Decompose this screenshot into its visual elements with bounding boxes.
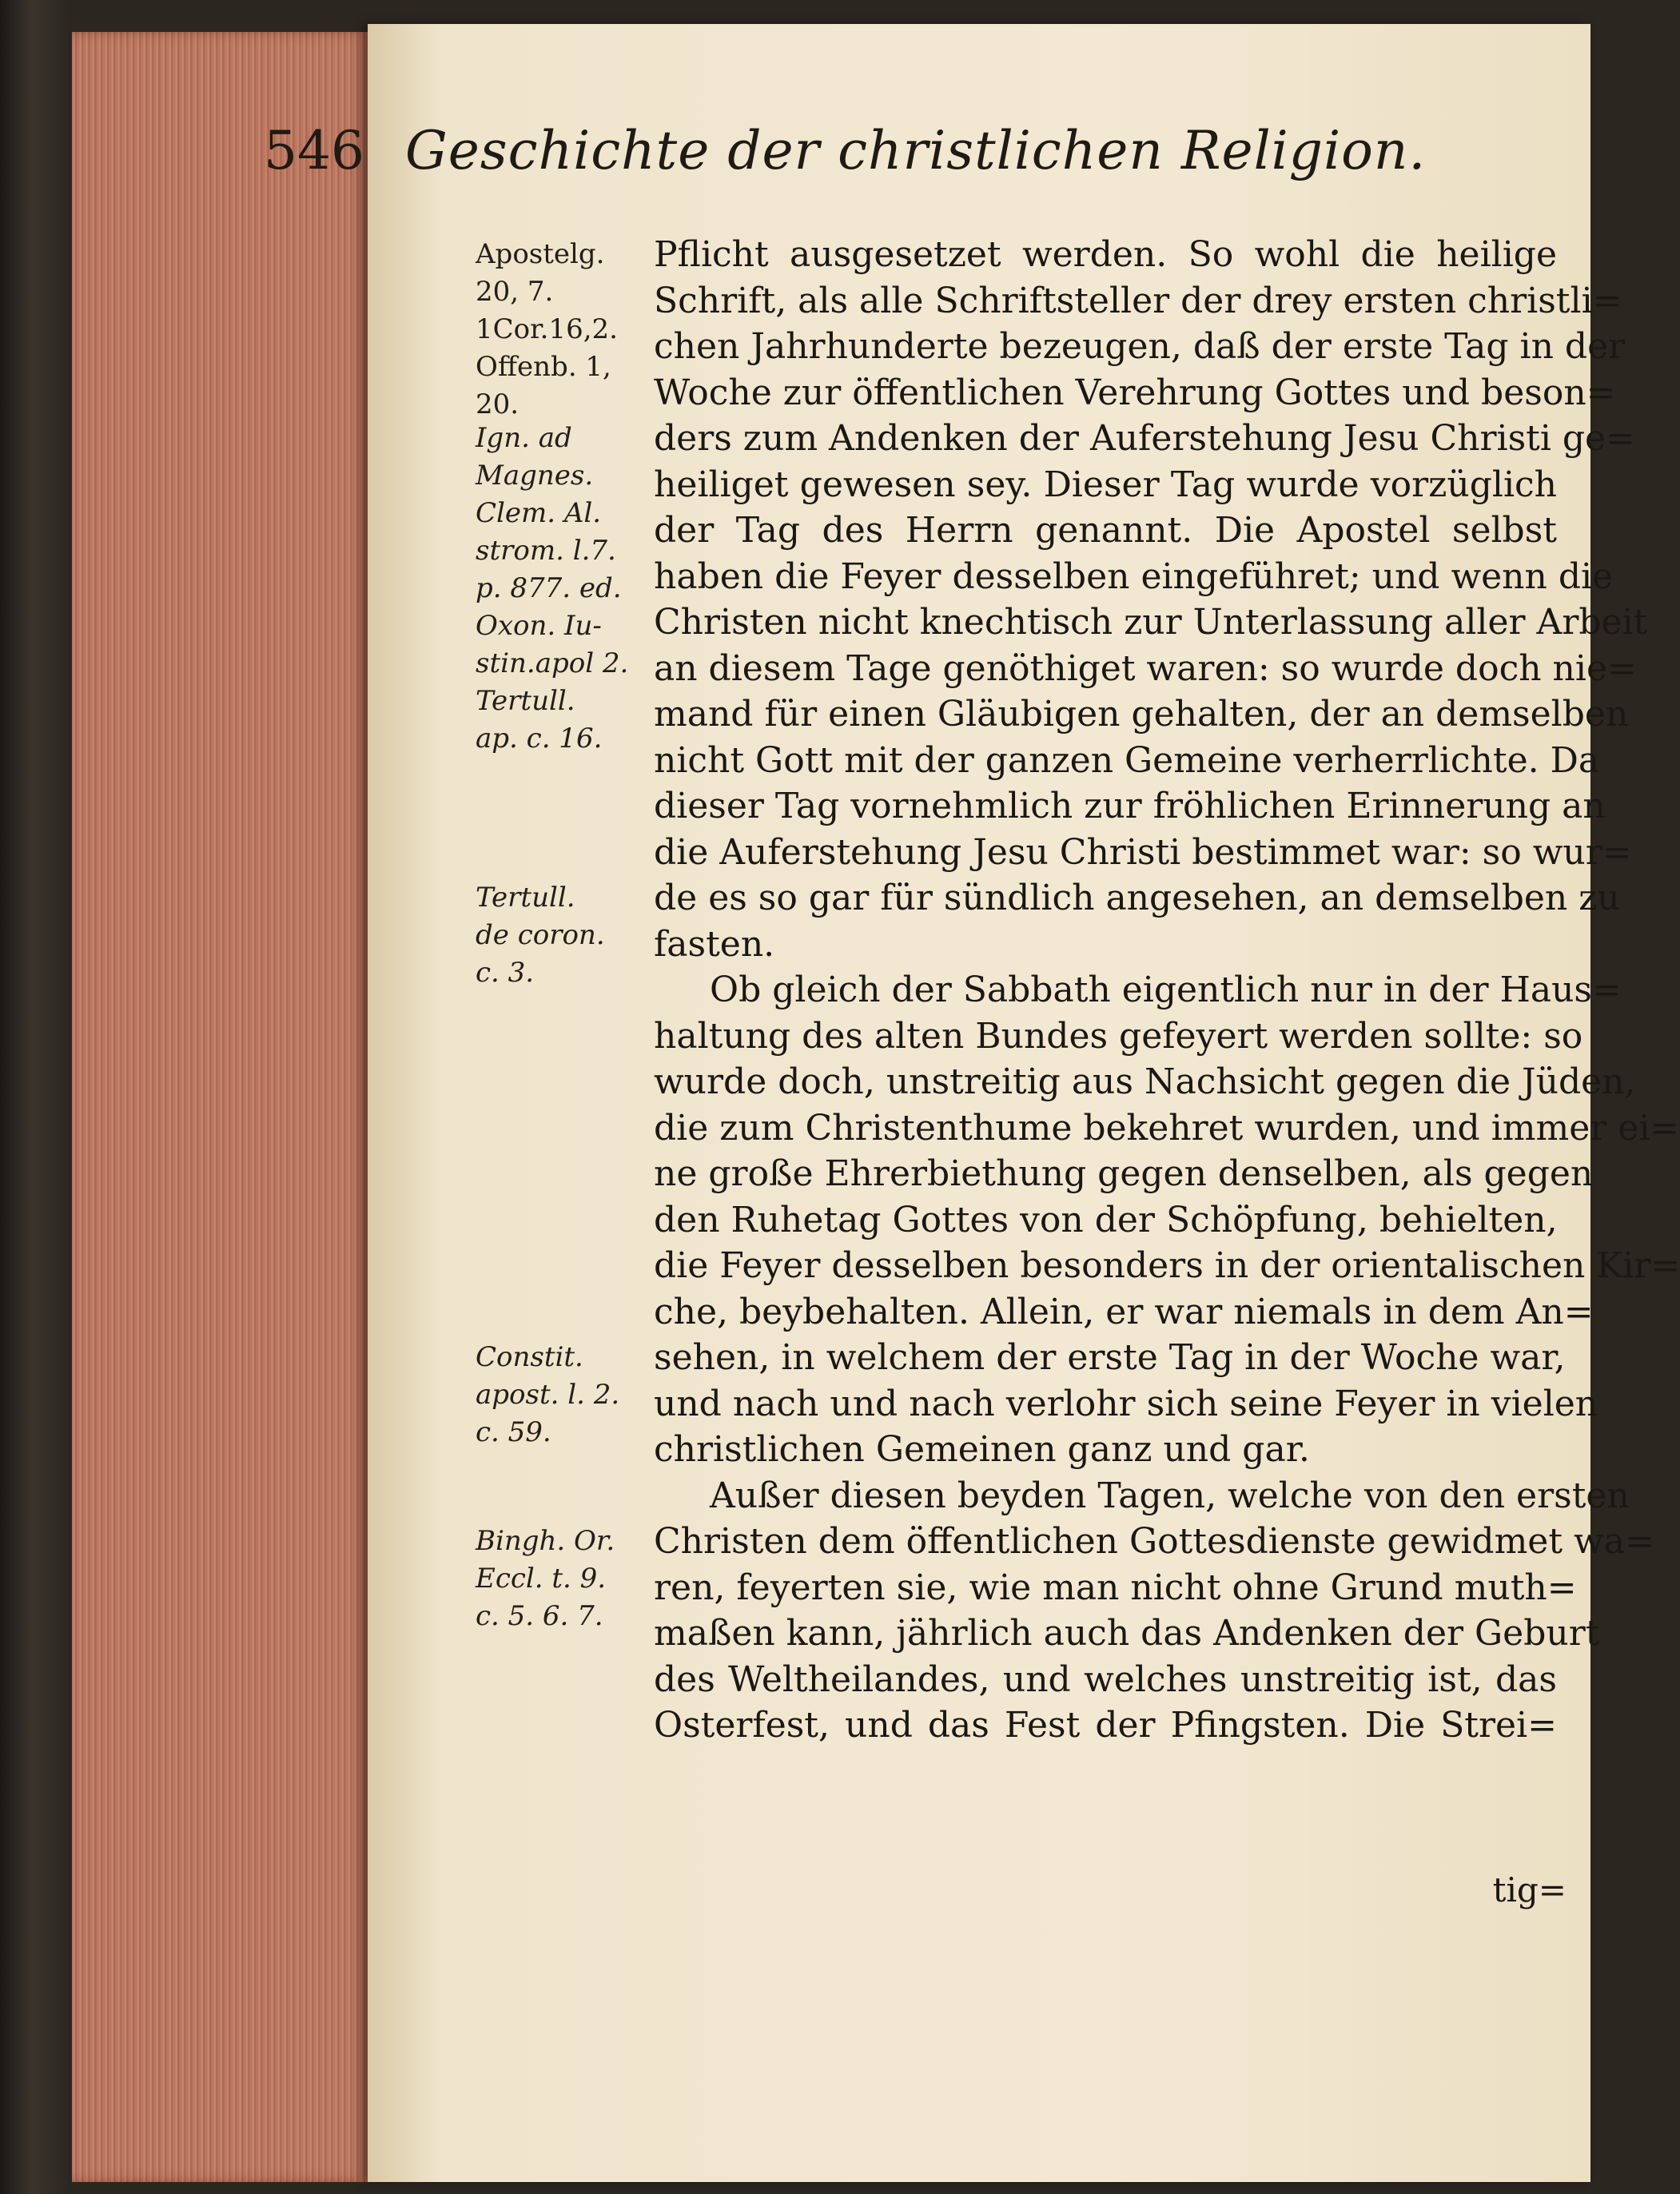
text-line: wurde doch, unstreitig aus Nachsicht gegen die Jüden, [654, 1061, 1636, 1102]
margin-note-line: c. 3. [476, 957, 535, 989]
text-line: dieser Tag vornehmlich zur fröhlichen Erinnerung an [654, 786, 1606, 826]
margin-note-line: strom. l.7. [476, 535, 616, 567]
margin-note-line: Magnes. [476, 460, 594, 492]
text-line: chen Jahrhunderte bezeugen, daß der erste Tag in der [654, 326, 1626, 367]
margin-note-line: Clem. Al. [476, 497, 602, 529]
book-spine [0, 0, 72, 2194]
margin-note-line: stin.apol 2. [476, 647, 629, 679]
text-line: ders zum Andenken der Auferstehung Jesu Christi ge= [654, 418, 1635, 459]
page-edges [72, 32, 368, 2182]
text-line: haltung des alten Bundes gefeyert werden sollte: so [654, 1015, 1583, 1057]
margin-note-line: Apostelg. [476, 238, 605, 270]
text-line: an diesem Tage genöthiget waren: so wurde doch nie= [654, 647, 1637, 689]
text-line: die Feyer desselben besonders in der orientalischen Kir= [654, 1245, 1680, 1286]
margin-note-line: apost. l. 2. [476, 1379, 620, 1411]
text-line: maßen kann, jährlich auch das Andenken der Geburt [654, 1613, 1600, 1654]
margin-note [476, 236, 647, 424]
margin-note-line: Tertull. [476, 882, 575, 914]
text-line: die zum Christenthume bekehret wurden, und immer ei= [654, 1107, 1680, 1149]
margin-note-line: Ign. ad [476, 422, 572, 454]
text-line: heiliget gewesen sey. Dieser Tag wurde vorzüglich [654, 464, 1557, 505]
margin-note [476, 1339, 647, 1451]
text-line: Schrift, als alle Schriftsteller der drey ersten christli= [654, 280, 1622, 321]
margin-note-line: 20. [476, 388, 520, 420]
margin-note-line: Eccl. t. 9. [476, 1563, 607, 1595]
text-line: der Tag des Herrn genannt. Die Apostel selbst [654, 510, 1557, 551]
text-line: che, beybehalten. Allein, er war niemals in dem An= [654, 1291, 1594, 1332]
margin-note-line: de coron. [476, 919, 605, 951]
text-line: Christen dem öffentlichen Gottesdienste gewidmet wa= [654, 1521, 1654, 1562]
running-head [264, 120, 1427, 181]
margin-note [476, 879, 647, 992]
text-line: Christen nicht knechtisch zur Unterlassung aller Arbeit [654, 602, 1648, 643]
text-line: und nach und nach verlohr sich seine Feyer in vielen [654, 1383, 1598, 1424]
page-number: 546 [264, 120, 364, 181]
text-line: mand für einen Gläubigen gehalten, der an demselben [654, 694, 1629, 735]
main-text [654, 232, 1680, 1749]
text-line: ne große Ehrerbiethung gegen denselben, als gegen [654, 1153, 1594, 1194]
text-line: de es so gar für sündlich angesehen, an demselben zu [654, 878, 1620, 918]
margin-note-line: c. 5. 6. 7. [476, 1600, 603, 1632]
margin-note-line: ap. c. 16. [476, 723, 603, 755]
text-line: christlichen Gemeinen ganz und gar. [654, 1429, 1310, 1470]
text-line: des Weltheilandes, und welches unstreitig ist, das [654, 1658, 1557, 1700]
text-line: Ob gleich der Sabbath eigentlich nur in der Haus= [710, 970, 1622, 1010]
text-line: sehen, in welchem der erste Tag in der Woche war, [654, 1337, 1566, 1378]
text-line: fasten. [654, 923, 775, 965]
text-line: haben die Feyer desselben eingeführet; und wenn die [654, 555, 1614, 597]
margin-note-line: Tertull. [476, 685, 575, 717]
margin-note-line: Constit. [476, 1341, 583, 1373]
text-line: Woche zur öffentlichen Verehrung Gottes und beson= [654, 372, 1616, 413]
catchword: tig= [1492, 1870, 1567, 1909]
text-line: Osterfest, und das Fest der Pfingsten. Die Strei= [654, 1705, 1557, 1746]
text-line: Pflicht ausgesetzet werden. So wohl die heilige [654, 234, 1557, 275]
margin-note-line: p. 877. ed. [476, 572, 622, 604]
text-line: ren, feyerten sie, wie man nicht ohne Grund muth= [654, 1567, 1577, 1608]
text-line: Außer diesen beyden Tagen, welche von den ersten [710, 1475, 1630, 1516]
text-line: den Ruhetag Gottes von der Schöpfung, behielten, [654, 1199, 1558, 1240]
margin-note-line: 1Cor.16,2. [476, 313, 618, 345]
text-line: nicht Gott mit der ganzen Gemeine verherrlichte. Da [654, 739, 1600, 781]
margin-note-line: Offenb. 1, [476, 351, 611, 383]
margin-note-line: c. 59. [476, 1416, 551, 1448]
page-title: Geschichte der christlichen Religion. [404, 120, 1427, 181]
margin-note-line: 20, 7. [476, 276, 554, 308]
margin-note-line: Bingh. Or. [476, 1525, 615, 1557]
margin-note [476, 420, 647, 758]
text-line: die Auferstehung Jesu Christi bestimmet war: so wur= [654, 831, 1632, 873]
margin-note [476, 1523, 647, 1635]
margin-note-line: Oxon. Iu- [476, 610, 602, 642]
